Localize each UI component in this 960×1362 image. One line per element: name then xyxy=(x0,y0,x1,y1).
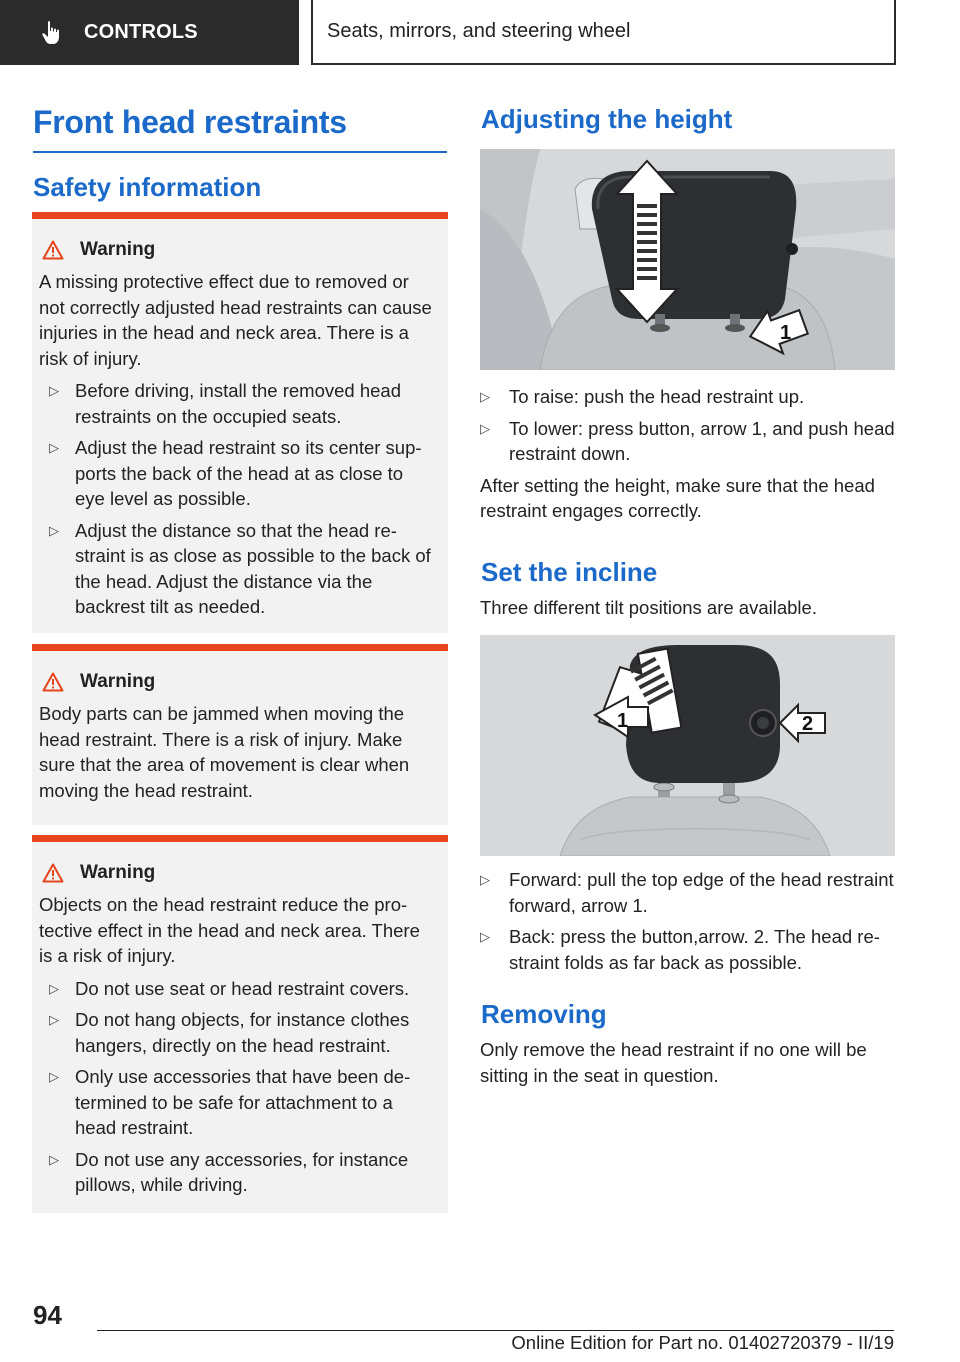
warning-triangle-icon xyxy=(42,672,64,692)
warning-text: A missing protective effect due to removed or not correctly adjusted head restraints can cause injuries in the head and neck area. There is a risk of injury. xyxy=(39,271,432,369)
list-item: ▷ Only use accessories that have been determined to be safe for attachment to a head restraint. xyxy=(39,1064,438,1141)
bullet-triangle-icon: ▷ xyxy=(480,872,490,887)
chapter-title: Seats, mirrors, and steering wheel xyxy=(327,20,631,42)
footer-edition: Online Edition for Part no. 01402720379 - II/19 xyxy=(511,1332,894,1353)
warning-text: Body parts can be jammed when moving the head restraint. There is a risk of injury. Make sure that the area of movement is clear when moving the head restraint. xyxy=(39,703,410,801)
warning-title: Warning xyxy=(80,862,156,883)
footer-divider xyxy=(97,1330,894,1331)
warning-box-1 xyxy=(32,212,448,633)
bullet-triangle-icon: ▷ xyxy=(49,440,59,455)
warning-header xyxy=(39,862,438,884)
list-item: ▷ Do not use any accessories, for instance pillows, while driving. xyxy=(39,1147,438,1198)
incline-heading: Set the incline xyxy=(481,557,658,587)
incline-instructions xyxy=(480,867,895,981)
warning-text: Objects on the head restraint reduce the protective effect in the head and neck area. There is a risk of injury. xyxy=(39,894,420,966)
removing-heading: Removing xyxy=(481,999,607,1029)
list-item: ▷ Back: press the button,arrow. 2. The head restraint folds as far back as possible. xyxy=(480,924,895,975)
list-item: ▷ Adjust the distance so that the head restraint is as close as possible to the back of the head. Adjust the distance via the backrest tilt as needed. xyxy=(39,518,438,620)
list-item: ▷ Do not use seat or head restraint covers. xyxy=(39,976,438,1002)
list-item: ▷ Do not hang objects, for instance clothes hangers, directly on the head restraint. xyxy=(39,1007,438,1058)
bullet-triangle-icon: ▷ xyxy=(480,389,490,404)
incline-illustration xyxy=(480,635,895,856)
bullet-triangle-icon: ▷ xyxy=(49,522,59,538)
bullet-triangle-icon: ▷ xyxy=(480,420,490,436)
warning-triangle-icon xyxy=(42,240,64,260)
bullet-triangle-icon: ▷ xyxy=(49,1012,59,1027)
bullet-triangle-icon: ▷ xyxy=(49,1069,59,1084)
safety-heading: Safety information xyxy=(33,172,262,202)
list-item: ▷ Before driving, install the removed head restraints on the occupied seats. xyxy=(39,378,438,429)
bullet-triangle-icon: ▷ xyxy=(49,383,59,398)
incline-intro: Three different tilt positions are available. xyxy=(480,597,817,618)
page-title: Front head restraints xyxy=(33,104,447,153)
list-item: ▷ To lower: press button, arrow 1, and push head restraint down. xyxy=(480,416,895,467)
header-chapter xyxy=(311,0,896,65)
warning-title: Warning xyxy=(80,239,156,260)
list-item: ▷ To raise: push the head restraint up. xyxy=(480,384,895,410)
page-number: 94 xyxy=(33,1300,62,1330)
bullet-triangle-icon: ▷ xyxy=(49,1151,59,1167)
section-title: CONTROLS xyxy=(84,21,198,43)
bullet-triangle-icon: ▷ xyxy=(49,980,59,996)
warning-header xyxy=(39,671,438,693)
bullet-triangle-icon: ▷ xyxy=(480,929,490,944)
warning-header xyxy=(39,239,438,261)
list-item: ▷ Forward: pull the top edge of the head restraint forward, arrow 1. xyxy=(480,867,895,918)
list-item: ▷ Adjust the head restraint so its center supports the back of the head at as close to eye level as possible. xyxy=(39,435,438,512)
hand-pointer-icon xyxy=(40,20,64,46)
warning-triangle-icon xyxy=(42,863,64,883)
header-section-tab xyxy=(0,0,299,65)
warning-box-2 xyxy=(32,644,448,825)
callout-label-1: 1 xyxy=(617,710,629,732)
height-illustration xyxy=(480,149,895,370)
head-restraint-height-figure xyxy=(480,149,895,370)
height-after-text: After setting the height, make sure that the head restraint engages correctly. xyxy=(480,474,875,521)
height-heading: Adjusting the height xyxy=(481,104,733,134)
head-restraint-incline-figure xyxy=(480,635,895,856)
height-instructions xyxy=(480,384,895,524)
warning-box-3 xyxy=(32,835,448,1213)
removing-text: Only remove the head restraint if no one will be sitting in the seat in question. xyxy=(480,1039,867,1086)
callout-label-2: 2 xyxy=(802,713,814,735)
callout-label: 1 xyxy=(780,322,792,344)
warning-title: Warning xyxy=(80,671,156,692)
